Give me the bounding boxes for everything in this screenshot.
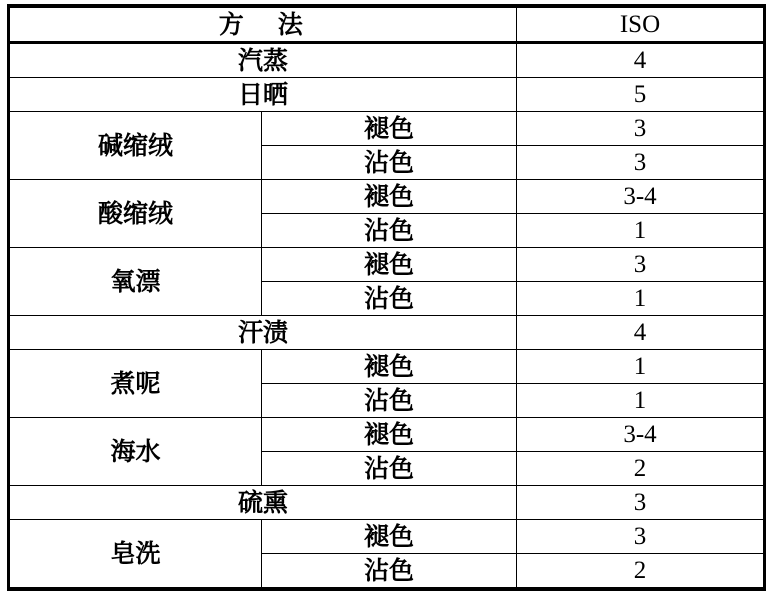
- row-iso-value: 3: [517, 112, 765, 146]
- row-method-label: 皂洗: [9, 520, 262, 590]
- row-subitem-label: 褪色: [262, 112, 517, 146]
- row-method-label: 海水: [9, 418, 262, 486]
- row-subitem-label: 褪色: [262, 350, 517, 384]
- document-page: [0, 4, 770, 585]
- table-row: [9, 520, 765, 554]
- row-iso-value: 1: [517, 350, 765, 384]
- row-subitem-label: 褪色: [262, 520, 517, 554]
- row-iso-value: 2: [517, 554, 765, 590]
- color-fastness-table: [7, 4, 766, 591]
- row-iso-value: 3: [517, 248, 765, 282]
- row-subitem-label: 褪色: [262, 180, 517, 214]
- table-row: [9, 350, 765, 384]
- table-row: [9, 43, 765, 78]
- table-row: [9, 78, 765, 112]
- row-method-label: 酸缩绒: [9, 180, 262, 248]
- row-iso-value: 4: [517, 43, 765, 78]
- row-iso-value: 1: [517, 282, 765, 316]
- table-row: [9, 112, 765, 146]
- row-method-label: 碱缩绒: [9, 112, 262, 180]
- column-header-iso: ISO: [517, 6, 765, 43]
- row-iso-value: 4: [517, 316, 765, 350]
- row-method-label: 汗渍: [9, 316, 517, 350]
- row-method-label: 汽蒸: [9, 43, 517, 78]
- column-header-method: 方 法: [9, 6, 517, 43]
- row-iso-value: 5: [517, 78, 765, 112]
- row-iso-value: 3: [517, 520, 765, 554]
- table-header-row: [9, 6, 765, 43]
- row-subitem-label: 沾色: [262, 384, 517, 418]
- row-subitem-label: 沾色: [262, 214, 517, 248]
- table-row: [9, 418, 765, 452]
- row-iso-value: 1: [517, 384, 765, 418]
- row-iso-value: 3-4: [517, 418, 765, 452]
- row-method-label: 氧漂: [9, 248, 262, 316]
- row-method-label: 日晒: [9, 78, 517, 112]
- row-iso-value: 2: [517, 452, 765, 486]
- row-subitem-label: 沾色: [262, 452, 517, 486]
- table-row: [9, 316, 765, 350]
- row-iso-value: 3: [517, 146, 765, 180]
- table-row: [9, 180, 765, 214]
- row-iso-value: 3: [517, 486, 765, 520]
- row-subitem-label: 沾色: [262, 282, 517, 316]
- table-row: [9, 486, 765, 520]
- row-iso-value: 1: [517, 214, 765, 248]
- row-method-label: 硫熏: [9, 486, 517, 520]
- row-subitem-label: 褪色: [262, 418, 517, 452]
- row-iso-value: 3-4: [517, 180, 765, 214]
- table-row: [9, 248, 765, 282]
- row-subitem-label: 褪色: [262, 248, 517, 282]
- row-subitem-label: 沾色: [262, 554, 517, 590]
- row-method-label: 煮呢: [9, 350, 262, 418]
- row-subitem-label: 沾色: [262, 146, 517, 180]
